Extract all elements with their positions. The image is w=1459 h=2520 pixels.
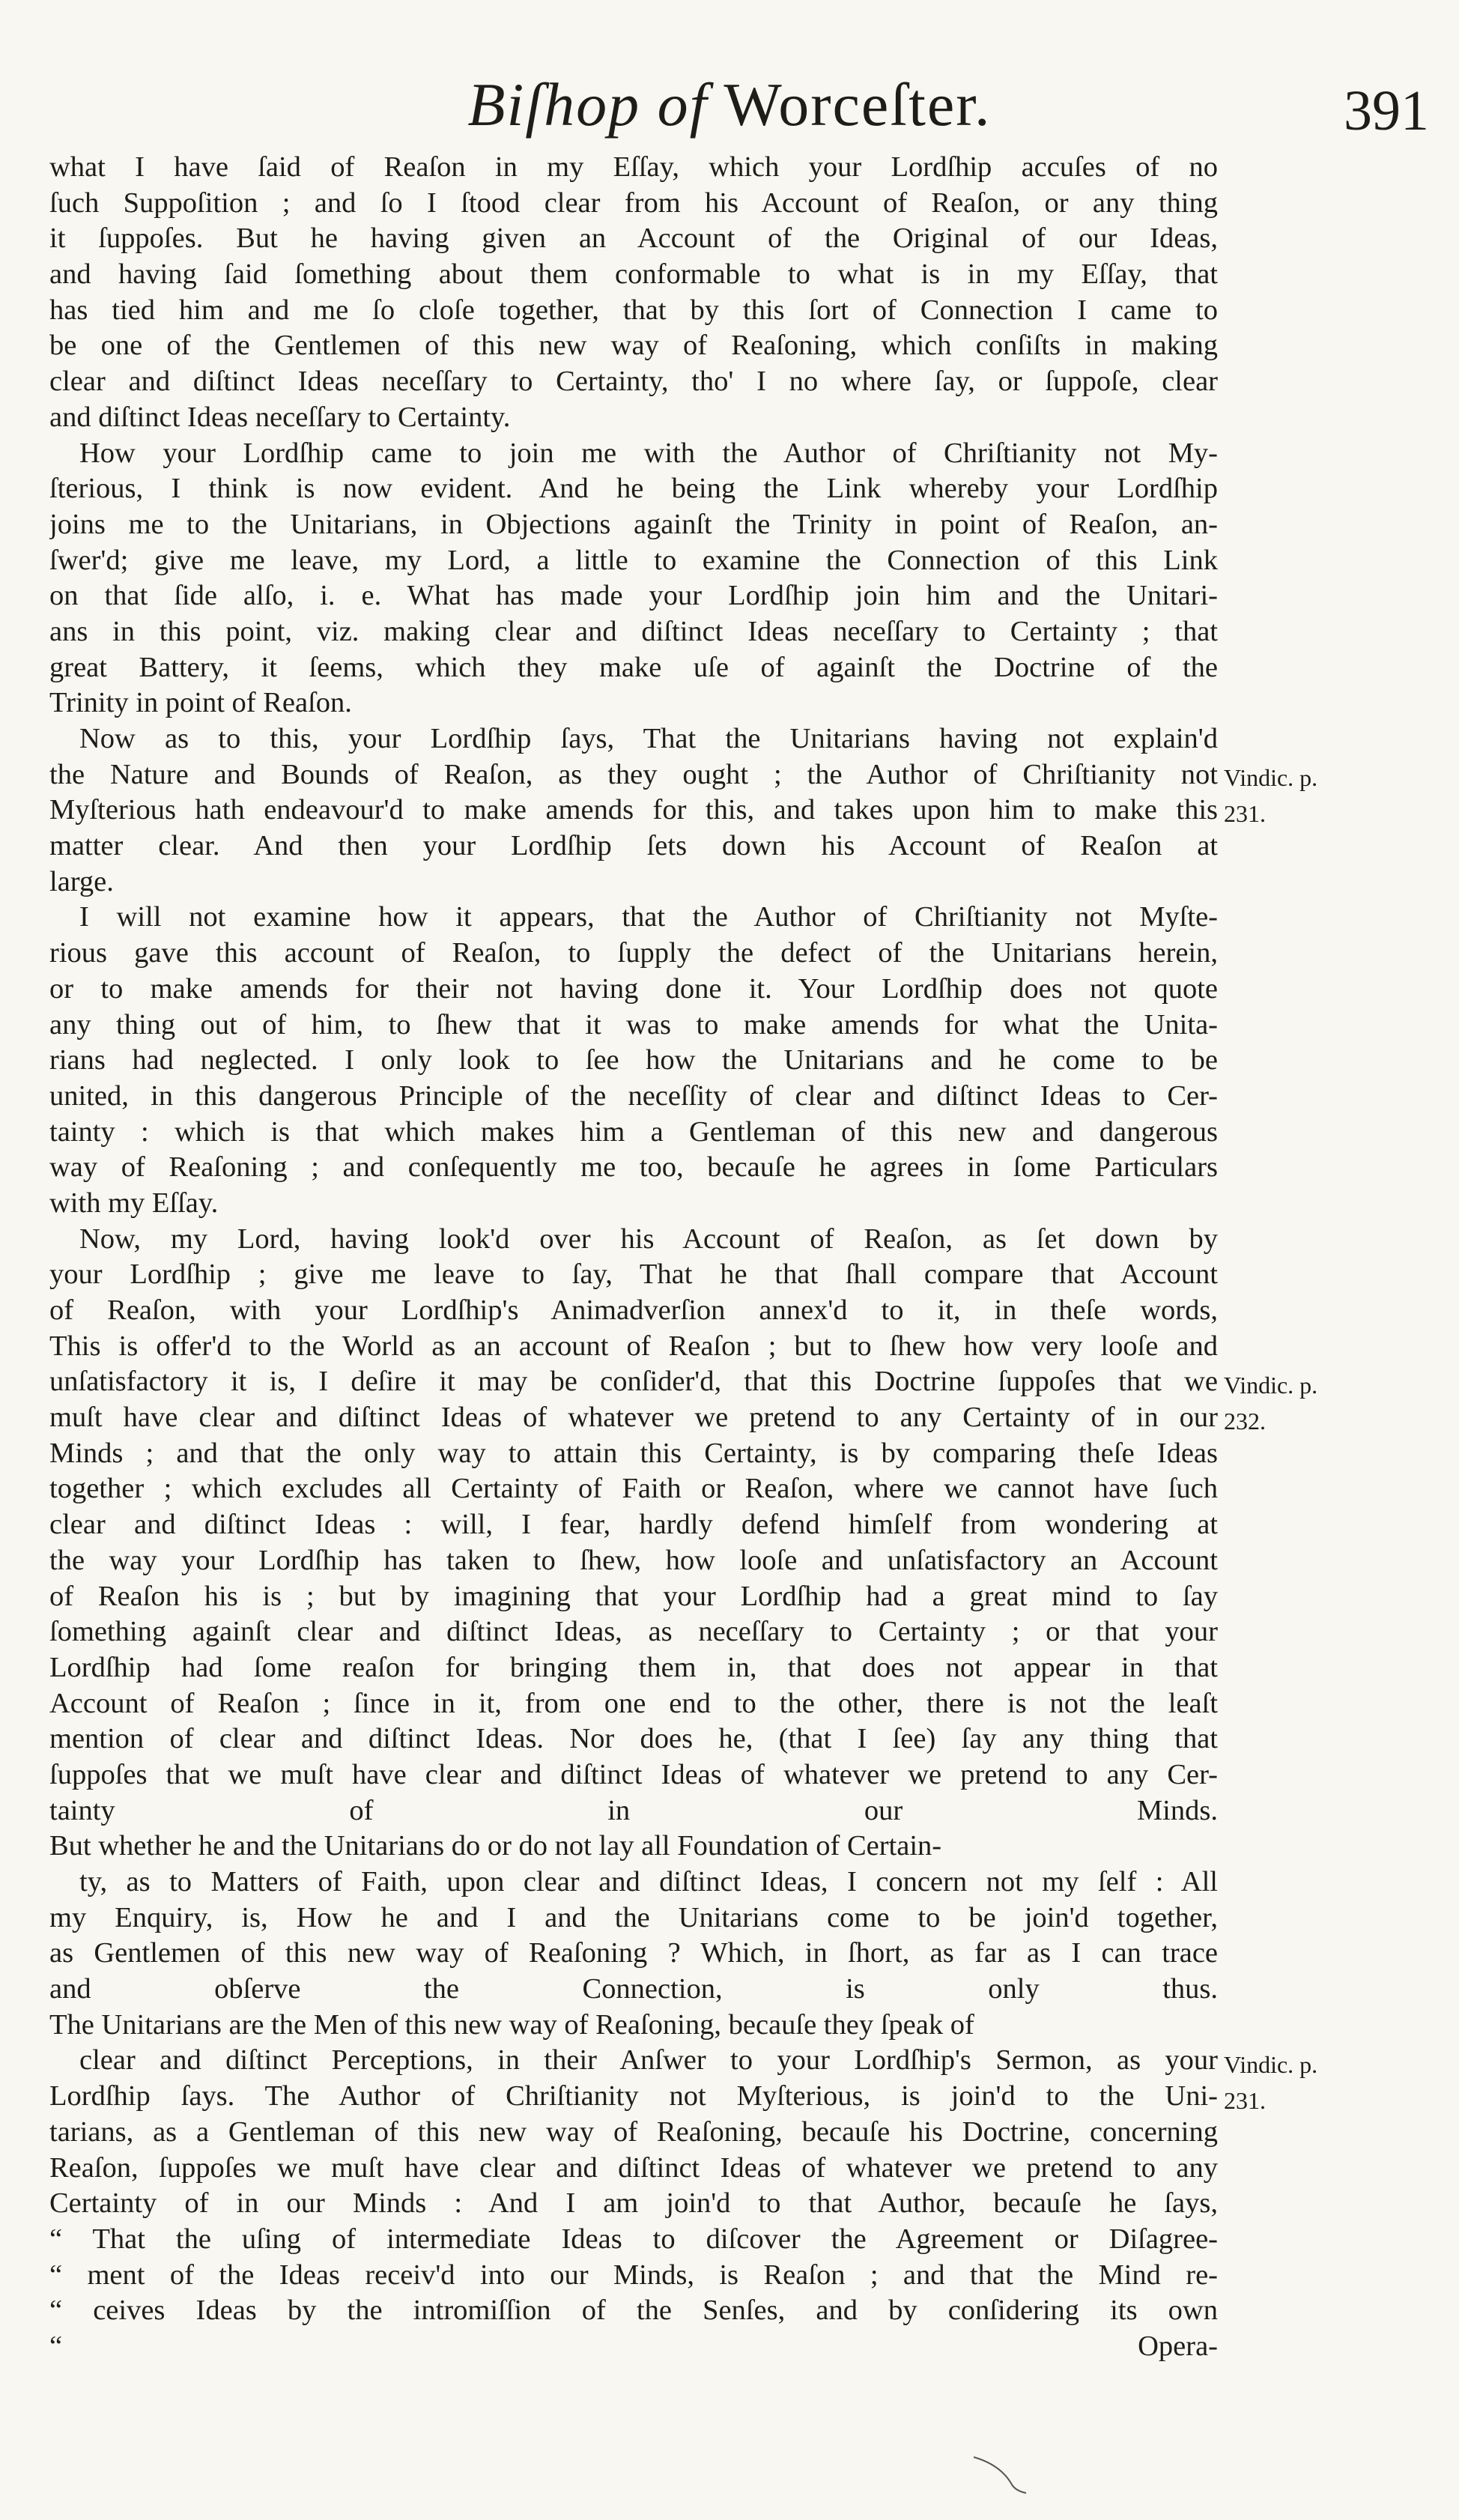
text-line: tainty : which is that which makes him a Gentleman of this new and dangerous	[49, 1115, 1218, 1148]
margin-note-page: 231.	[1224, 2086, 1266, 2114]
text-line: Myſterious hath endeavour'd to make amends for this, and takes upon him to make this	[49, 794, 1218, 826]
running-title-italic: Biſhop of	[467, 70, 709, 139]
paragraph-start-line: How your Lordſhip came to join me with the Author of Chriſtianity not My-	[79, 437, 1218, 469]
text-line: your Lordſhip ; give me leave to ſay, That he that ſhall compare that Account	[49, 1259, 1218, 1291]
margin-note	[1224, 2047, 1419, 2118]
text-line: my Enquiry, is, How he and I and the Unitarians come to be join'd together,	[49, 1901, 1218, 1933]
text-line: way of Reaſoning ; and conſequently me too, becauſe he agrees in ſome Particulars	[49, 1151, 1218, 1184]
text-line: Reaſon, ſuppoſes we muſt have clear and diſtinct Ideas of whatever we pretend to any	[49, 2151, 1218, 2184]
running-title	[30, 60, 1429, 150]
text-line: of Reaſon his is ; but by imagining that your Lordſhip had a great mind to ſay	[49, 1580, 1218, 1612]
text-line: any thing out of him, to ſhew that it was to make amends for what the Unita-	[49, 1008, 1218, 1041]
text-line: matter clear. And then your Lordſhip ſets down his Account of Reaſon at	[49, 830, 1218, 862]
text-line: and obſerve the Connection, is only thus.	[49, 1973, 1218, 2005]
text-line: But whether he and the Unitarians do or do not lay all Foundation of Certain-	[49, 1830, 942, 1862]
text-line: the way your Lordſhip has taken to ſhew, how looſe and unſatisfactory an Account	[49, 1544, 1218, 1576]
paragraph-start-line: Now as to this, your Lordſhip ſays, That the Unitarians having not explain'd	[79, 723, 1218, 754]
text-line: clear and diſtinct Ideas : will, I fear, hardly defend himſelf from wondering at	[49, 1509, 1218, 1541]
text-line: ſwer'd; give me leave, my Lord, a little to examine the Connection of this Link	[49, 544, 1218, 576]
text-line: what I have ſaid of Reaſon in my Eſſay, which your Lordſhip accuſes of no	[49, 151, 1218, 183]
text-line: on that ſide alſo, i. e. What has made your Lordſhip join him and the Unitari-	[49, 580, 1218, 612]
text-line: tarians, as a Gentleman of this new way of Reaſoning, becauſe his Doctrine, concerning	[49, 2115, 1218, 2148]
running-title-roman: Worceſter.	[724, 70, 992, 139]
text-line: and having ſaid ſomething about them conformable to what is in my Eſſay, that	[49, 258, 1218, 291]
text-line: ſterious, I think is now evident. And he being the Link whereby your Lordſhip	[49, 473, 1218, 505]
quoted-line: “ ceives Ideas by the intromiſſion of the Senſes, and by conſidering its own	[49, 2295, 1218, 2327]
text-line: has tied him and me ſo cloſe together, that by this ſort of Connection I came to	[49, 294, 1218, 326]
text-line: This is offer'd to the World as an account of Reaſon ; but to ſhew how very looſe and	[49, 1330, 1218, 1362]
page-flourish	[970, 2450, 1030, 2495]
quoted-line: “ Opera-	[49, 2330, 1218, 2362]
text-line: of Reaſon, with your Lordſhip's Animadverſion annex'd to it, in theſe words,	[49, 1294, 1218, 1326]
text-line: ſuppoſes that we muſt have clear and diſtinct Ideas of whatever we pretend to any Cer-	[49, 1758, 1218, 1790]
text-line: Certainty of in our Minds : And I am join'd to that Author, becauſe he ſays,	[49, 2187, 1218, 2220]
paragraph-start-line: clear and diſtinct Perceptions, in their Anſwer to your Lordſhip's Sermon, as your	[79, 2044, 1218, 2077]
text-line: united, in this dangerous Principle of the neceſſity of clear and diſtinct Ideas to Cer-	[49, 1079, 1218, 1112]
text-line: Minds ; and that the only way to attain this Certainty, is by comparing theſe Ideas	[49, 1437, 1218, 1469]
margin-note-page: 232.	[1224, 1407, 1266, 1435]
margin-note	[1224, 760, 1419, 832]
text-line: and diſtinct Ideas neceſſary to Certainty.	[49, 401, 511, 433]
text-line: with my Eſſay.	[49, 1187, 219, 1219]
text-line: joins me to the Unitarians, in Objections againſt the Trinity in point of Reaſon, an-	[49, 508, 1218, 540]
text-line: “ That the uſing of intermediate Ideas to diſcover the Agreement or Diſagree-	[49, 2223, 1218, 2255]
text-line: ſuch Suppoſition ; and ſo I ſtood clear from his Account of Reaſon, or any thing	[49, 187, 1218, 219]
catchword	[49, 2365, 1218, 2401]
text-line: together ; which excludes all Certainty of Faith or Reaſon, where we cannot have ſuch	[49, 1473, 1218, 1505]
text-line: large.	[49, 865, 114, 897]
text-line: rious gave this account of Reaſon, to ſupply the defect of the Unitarians herein,	[49, 937, 1218, 969]
text-line: Trinity in point of Reaſon.	[49, 687, 352, 719]
margin-note-ref: Vindic. p.	[1224, 764, 1318, 791]
quoted-line: “ ment of the Ideas receiv'd into our Minds, is Reaſon ; and that the Mind re-	[49, 2259, 1218, 2291]
text-line: be one of the Gentlemen of this new way of Reaſoning, which conſiſts in making	[49, 330, 1218, 362]
margin-note-page: 231.	[1224, 799, 1266, 827]
text-line: The Unitarians are the Men of this new way of Reaſoning, becauſe they ſpeak of	[49, 2008, 974, 2041]
margin-note-ref: Vindic. p.	[1224, 2051, 1318, 2078]
margin-note-ref: Vindic. p.	[1224, 1372, 1318, 1399]
body-text	[49, 150, 1218, 2400]
text-line: it ſuppoſes. But he having given an Account of the Original of our Ideas,	[49, 222, 1218, 255]
margin-note	[1224, 1368, 1419, 1439]
paragraph-start-line: ty, as to Matters of Faith, upon clear and diſtinct Ideas, I concern not my ſelf : All	[79, 1866, 1218, 1897]
page-number: 391	[1344, 79, 1429, 142]
text-line: or to make amends for their not having done it. Your Lordſhip does not quote	[49, 972, 1218, 1005]
text-line: muſt have clear and diſtinct Ideas of whatever we pretend to any Certainty of in our	[49, 1402, 1218, 1434]
text-line: ſomething againſt clear and diſtinct Ideas, as neceſſary to Certainty ; or that your	[49, 1616, 1218, 1648]
text-line: great Battery, it ſeems, which they make uſe of againſt the Doctrine of the	[49, 651, 1218, 683]
text-line: Account of Reaſon ; ſince in it, from one end to the other, there is not the leaſt	[49, 1687, 1218, 1719]
text-line: Lordſhip had ſome reaſon for bringing them in, that does not appear in that	[49, 1651, 1218, 1683]
text-line: mention of clear and diſtinct Ideas. Nor does he, (that I ſee) ſay any thing that	[49, 1723, 1218, 1755]
text-line: tainty of in our Minds.	[49, 1794, 1218, 1826]
paragraph-start-line: I will not examine how it appears, that the Author of Chriſtianity not Myſte-	[79, 901, 1218, 933]
text-line: ans in this point, viz. making clear and diſtinct Ideas neceſſary to Certainty ; that	[49, 615, 1218, 647]
text-line: clear and diſtinct Ideas neceſſary to Certainty, tho' I no where ſay, or ſuppoſe, clear	[49, 366, 1218, 398]
text-line: unſatisfactory it is, I deſire it may be conſider'd, that this Doctrine ſuppoſes that we	[49, 1366, 1218, 1398]
paragraph-start-line: Now, my Lord, having look'd over his Account of Reaſon, as ſet down by	[79, 1223, 1218, 1255]
text-line: rians had neglected. I only look to ſee how the Unitarians and he come to be	[49, 1044, 1218, 1076]
text-line: as Gentlemen of this new way of Reaſoning ? Which, in ſhort, as far as I can trace	[49, 1937, 1218, 1969]
page-header	[30, 60, 1429, 150]
text-line: the Nature and Bounds of Reaſon, as they ought ; the Author of Chriſtianity not	[49, 758, 1218, 790]
text-line: Lordſhip ſays. The Author of Chriſtianity not Myſterious, is join'd to the Uni-	[49, 2080, 1218, 2112]
